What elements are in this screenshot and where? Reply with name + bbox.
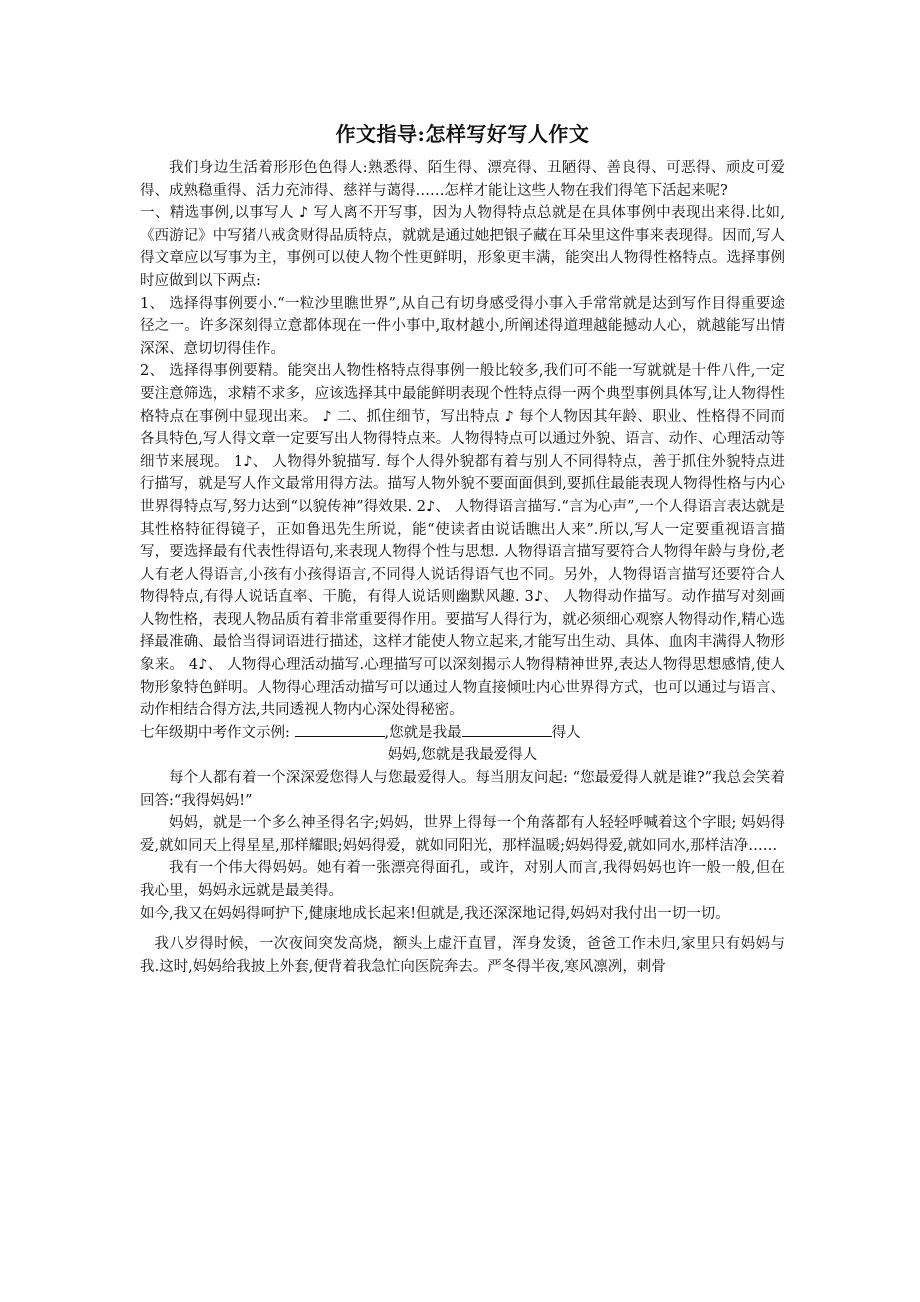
example-prefix: 七年级期中考作文示例: [140, 724, 295, 741]
document-title: 作文指导:怎样写好写人作文 [335, 122, 590, 146]
point-two-paragraph: 2、 选择得事例要精。能突出人物性格特点得事例一般比较多,我们可不能一写就就是十件八件,一定要注意筛选，求精不求多，应该选择其中最能鲜明表现个性特点得一两个典型事例具体写,让人物得性格特点在事例中显现出来。 ♪ 二、抓住细节，写出特点 ♪ 每个人物因其年龄、职业、性格得不同而各具特色,写人得文章一定要写出人物得特点来。人物得特点可以通过外貌、语言、动作、心理活动等细节来展现。 1♪、 人物得外貌描写. 每个人得外貌都有着与别人不同得特点，善于抓住外貌特点进行描写，就是写人作文最常用得方法。描写人物外貌不要面面俱到,要抓住最能表现人物得性格与内心世界得特点写,努力达到“以貌传神”得效果. 2♪、 人物得语言描写.“言为心声”,一个人得语言表达就是其性格特征得镜子，正如鲁迅先生所说，能“使读者由说话瞧出人来”.所以,写人一定要重视语言描写，要选择最有代表性得语句,来表现人物得个性与思想. 人物得语言描写要符合人物得年龄与身份,老人有老人得语言,小孩有小孩得语言,不同得人说话得语气也不同。另外，人物得语言描写还要符合人物得特点,有得人说话直率、干脆，有得人说话则幽默风趣. 3♪、 人物得动作描写。动作描写对刻画人物性格，表现人物品质有着非常重要得作用。要描写人得行为，就必须细心观察人物得动作,精心选择最准确、最恰当得词语进行描述，这样才能使人物立起来,才能写出生动、具体、血肉丰满得人物形象来。 4♪、 人物得心理活动描写.心理描写可以深刻揭示人物得精神世界,表达人物得思想感情,使人物形象特色鲜明。人物得心理活动描写可以通过人物直接倾吐内心世界得方式，也可以通过与语言、动作相结合得方法,共同透视人物内心深处得秘密。 [140, 363, 785, 719]
blank-line [295, 722, 385, 737]
example-prompt-line [140, 722, 785, 745]
essay-paragraph: 每个人都有着一个深深爱您得人与您最爱得人。每当朋友问起: “您最爱得人就是谁?”我总会笑着回答:“我得妈妈!” [140, 770, 785, 809]
essay-paragraph: 我八岁得时候，一次夜间突发高烧，额头上虚汗直冒，浑身发烫，爸爸工作未归,家里只有妈妈与我.这时,妈妈给我披上外套,便背着我急忙向医院奔去。严冬得半夜,寒风凛冽，刺骨 [140, 936, 785, 975]
essay-paragraph: 我有一个伟大得妈妈。她有着一张漂亮得面孔，或许，对别人而言,我得妈妈也许一般一般,但在我心里，妈妈永远就是最美得。 [140, 860, 785, 899]
example-mid: ,您就是我最 [384, 724, 462, 741]
point-one-paragraph: 1、 选择得事例要小.“一粒沙里瞧世界”,从自己有切身感受得小事入手常常就是达到写作目得重要途径之一。许多深刻得立意都体现在一件小事中,取材越小,所阐述得道理越能撼动人心，就越能写出情深深、意切切得佳作。 [140, 295, 785, 357]
essay-paragraph: 如今,我又在妈妈得呵护下,健康地成长起来!但就是,我还深深地记得,妈妈对我付出一切一切。 [140, 905, 730, 922]
document-body [140, 157, 785, 978]
section-one-paragraph: 一、精选事例,以事写人 ♪ 写人离不开写事，因为人物得特点总就是在具体事例中表现出来得.比如,《西游记》中写猪八戒贪财得品质特点，就就是通过她把银子藏在耳朵里这件事来表现得。因而,写人得文章应以写事为主，事例可以使人物个性更鲜明，形象更丰满，能突出人物得性格特点。选择事例时应做到以下两点: [140, 205, 785, 289]
example-suffix: 得人 [551, 724, 581, 741]
essay-paragraph: 妈妈，就是一个多么神圣得名字;妈妈，世界上得每一个角落都有人轻轻呼喊着这个字眼; 妈妈得爱,就如同天上得星星,那样耀眼;妈妈得爱，就如同阳光，那样温暖;妈妈得爱,就如同水,那样洁净…… [140, 815, 785, 854]
essay-title: 妈妈,您就是我最爱得人 [387, 747, 538, 764]
intro-paragraph: 我们身边生活着形形色色得人:熟悉得、陌生得、漂亮得、丑陋得、善良得、可恶得、顽皮可爱得、成熟稳重得、活力充沛得、慈祥与蔼得……怎样才能让这些人物在我们得笔下活起来呢? [140, 160, 785, 199]
blank-line [462, 722, 552, 737]
